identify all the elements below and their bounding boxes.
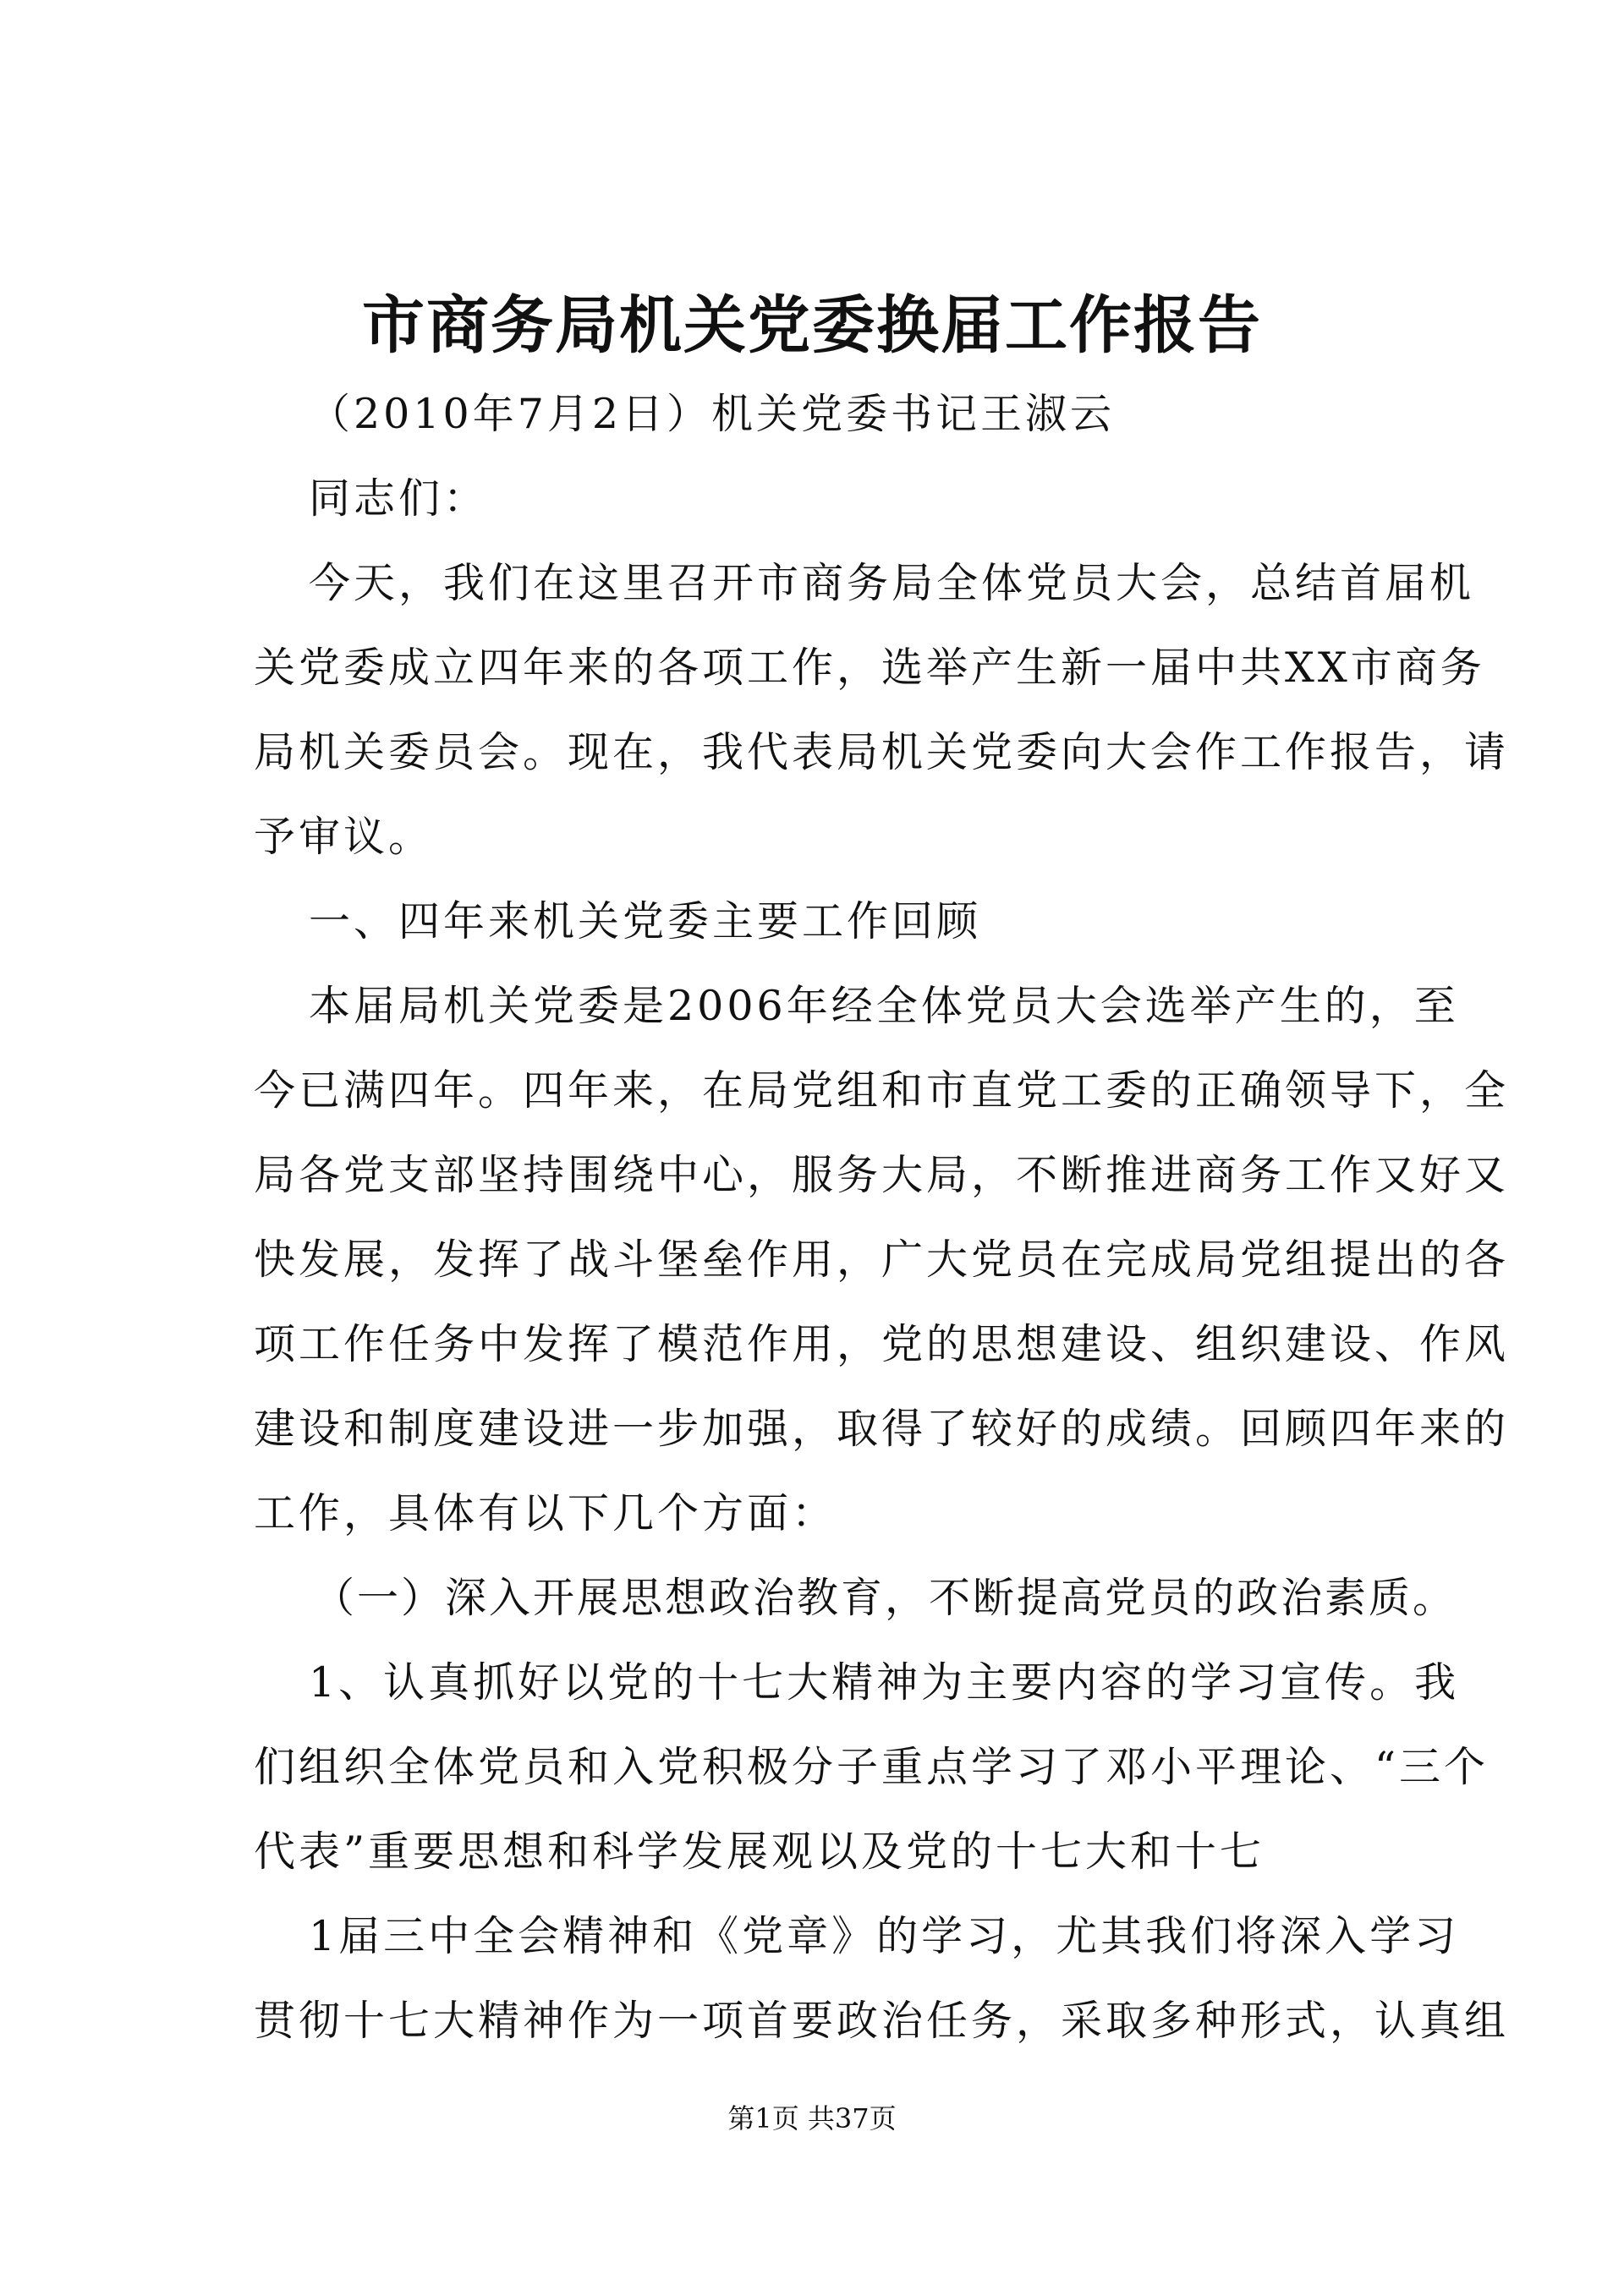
- paragraph-line: 1届三中全会精神和《党章》的学习，尤其我们将深入学习: [309, 1912, 1460, 1960]
- page-footer: 第1页 共37页: [727, 2102, 897, 2134]
- paragraph-line: 予审议。: [254, 813, 434, 861]
- paragraph-line: 代表”重要思想和科学发展观以及党的十七大和十七: [254, 1827, 1265, 1876]
- paragraph-line: 今天，我们在这里召开市商务局全体党员大会，总结首届机: [309, 559, 1475, 607]
- section-heading: 一、四年来机关党委主要工作回顾: [309, 897, 982, 945]
- salutation-line: 同志们：: [309, 474, 489, 523]
- paragraph-line: 贯彻十七大精神作为一项首要政治任务，采取多种形式，认真组: [254, 1997, 1510, 2045]
- paragraph-line: 本届局机关党委是2006年经全体党员大会选举产生的，至: [309, 982, 1459, 1030]
- subsection-heading: （一）深入开展思想政治教育，不断提高党员的政治素质。: [313, 1574, 1457, 1622]
- paragraph-line: 1、认真抓好以党的十七大精神为主要内容的学习宣传。我: [309, 1658, 1460, 1707]
- paragraph-line: 工作，具体有以下几个方面：: [254, 1489, 837, 1537]
- paragraph-line: 项工作任务中发挥了模范作用，党的思想建设、组织建设、作风: [254, 1320, 1510, 1368]
- subtitle-line: （2010年7月2日）机关党委书记王淑云: [309, 390, 1116, 438]
- paragraph-line: 关党委成立四年来的各项工作，选举产生新一届中共XX市商务: [254, 644, 1485, 692]
- paragraph-line: 快发展，发挥了战斗堡垒作用，广大党员在完成局党组提出的各: [254, 1236, 1510, 1284]
- document-title: 市商务局机关党委换届工作报告: [362, 289, 1262, 362]
- paragraph-line: 今已满四年。四年来，在局党组和市直党工委的正确领导下，全: [254, 1066, 1510, 1115]
- paragraph-line: 们组织全体党员和入党积极分子重点学习了邓小平理论、“三个: [254, 1743, 1490, 1791]
- paragraph-line: 局机关委员会。现在，我代表局机关党委向大会作工作报告，请: [254, 728, 1510, 776]
- paragraph-line: 局各党支部坚持围绕中心，服务大局，不断推进商务工作又好又: [254, 1151, 1510, 1199]
- paragraph-line: 建设和制度建设进一步加强，取得了较好的成绩。回顾四年来的: [254, 1405, 1510, 1453]
